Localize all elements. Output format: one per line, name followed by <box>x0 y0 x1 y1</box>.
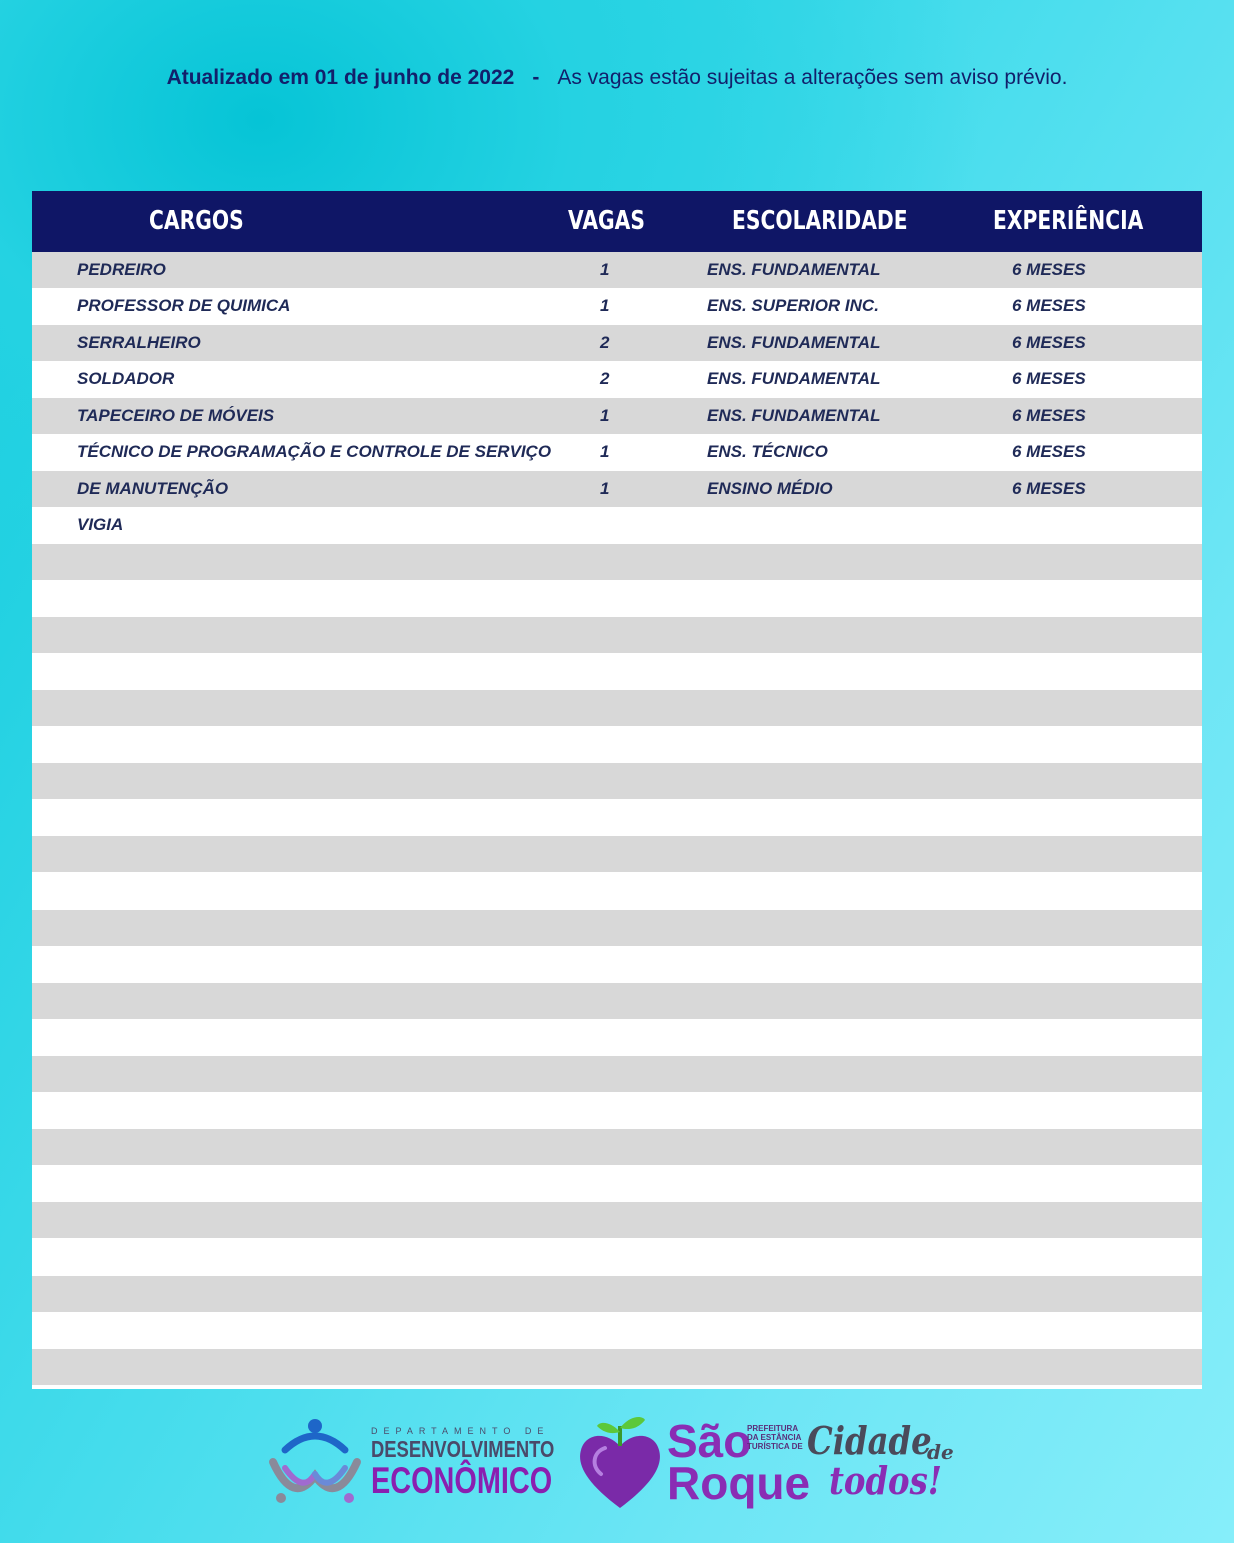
cell-cargo: PROFESSOR DE QUIMICA <box>77 296 291 315</box>
table-row <box>32 471 1202 507</box>
table-row <box>32 580 1202 616</box>
table-row <box>32 507 1202 543</box>
table-row <box>32 398 1202 434</box>
table-row <box>32 325 1202 361</box>
table-row <box>32 1166 1202 1202</box>
cell-vagas: 1 <box>600 406 610 425</box>
cell-experiencia: 6 MESES <box>1012 406 1086 425</box>
table-row <box>32 1093 1202 1129</box>
table-row <box>32 361 1202 397</box>
cell-escolaridade: ENS. FUNDAMENTAL <box>707 369 881 388</box>
table-row <box>32 1276 1202 1312</box>
header-experiencia: EXPERIÊNCIA <box>993 206 1144 236</box>
cell-escolaridade: ENS. FUNDAMENTAL <box>707 260 881 279</box>
cell-cargo: DE MANUTENÇÃO <box>77 479 229 498</box>
table-row <box>32 800 1202 836</box>
dev-logo-line1: DESENVOLVIMENTO <box>371 1436 555 1462</box>
cell-vagas: 2 <box>600 369 610 388</box>
slogan-todos: todos! <box>829 1458 942 1503</box>
cell-vagas: 1 <box>600 479 610 498</box>
table-row <box>32 1349 1202 1385</box>
sao-roque-logo <box>575 1412 975 1512</box>
dev-logo-line2: ECONÔMICO <box>371 1460 553 1501</box>
table-row <box>32 434 1202 470</box>
notice-disclaimer: As vagas estão sujeitas a alterações sem aviso prévio. <box>557 66 1068 89</box>
slogan-de: de <box>927 1440 954 1464</box>
update-date: Atualizado em 01 de junho de 2022 <box>166 66 515 89</box>
header-cargos: CARGOS <box>149 206 244 236</box>
cell-cargo: TÉCNICO DE PROGRAMAÇÃO E CONTROLE DE SERVIÇO <box>77 442 552 461</box>
slogan-cidade: Cidade <box>807 1418 932 1463</box>
table-row <box>32 1239 1202 1275</box>
table-row <box>32 617 1202 653</box>
cell-cargo: VIGIA <box>77 515 124 534</box>
notice-separator: - <box>532 66 540 89</box>
cell-experiencia: 6 MESES <box>1012 296 1086 315</box>
table-row <box>32 946 1202 982</box>
cell-vagas: 1 <box>600 260 610 279</box>
cell-experiencia: 6 MESES <box>1012 369 1086 388</box>
sr-pref-line3: TURÍSTICA DE <box>747 1442 803 1451</box>
heart-sprout-icon <box>575 1412 665 1512</box>
table-header <box>32 191 1202 252</box>
table-row <box>32 252 1202 288</box>
sr-pref-line2: DA ESTÂNCIA <box>747 1433 802 1442</box>
table-row <box>32 544 1202 580</box>
table-row <box>32 653 1202 689</box>
cell-cargo: SERRALHEIRO <box>77 333 201 352</box>
people-circle-icon <box>263 1414 363 1510</box>
sr-logo-prefeitura <box>747 1424 803 1451</box>
table-row <box>32 910 1202 946</box>
cell-cargo: TAPECEIRO DE MÓVEIS <box>77 406 275 425</box>
cell-vagas: 2 <box>600 333 610 352</box>
cell-escolaridade: ENS. SUPERIOR INC. <box>707 296 879 315</box>
cell-escolaridade: ENSINO MÉDIO <box>707 479 833 498</box>
table-row <box>32 763 1202 799</box>
dev-economico-logo <box>263 1414 555 1510</box>
table-row <box>32 1056 1202 1092</box>
table-row <box>32 1129 1202 1165</box>
table-row <box>32 727 1202 763</box>
table-row <box>32 1312 1202 1348</box>
table-row <box>32 873 1202 909</box>
table-row <box>32 288 1202 324</box>
table-row <box>32 836 1202 872</box>
sr-pref-line1: PREFEITURA <box>747 1424 799 1433</box>
update-notice <box>0 66 1234 90</box>
header-escolaridade: ESCOLARIDADE <box>732 206 908 236</box>
table-row <box>32 983 1202 1019</box>
footer-logos <box>0 1410 1234 1520</box>
cell-experiencia: 6 MESES <box>1012 260 1086 279</box>
sr-logo-sao: São <box>667 1415 752 1467</box>
table-row <box>32 690 1202 726</box>
cell-experiencia: 6 MESES <box>1012 333 1086 352</box>
cell-escolaridade: ENS. FUNDAMENTAL <box>707 333 881 352</box>
cell-vagas: 1 <box>600 442 610 461</box>
cell-escolaridade: ENS. FUNDAMENTAL <box>707 406 881 425</box>
table-row <box>32 1202 1202 1238</box>
cell-cargo: PEDREIRO <box>77 260 166 279</box>
dev-logo-small: DEPARTAMENTO DE <box>371 1426 550 1436</box>
cell-escolaridade: ENS. TÉCNICO <box>707 442 828 461</box>
table-row <box>32 1019 1202 1055</box>
cell-vagas: 1 <box>600 296 610 315</box>
jobs-table <box>32 191 1202 1389</box>
cell-experiencia: 6 MESES <box>1012 479 1086 498</box>
sr-logo-roque: Roque <box>667 1457 811 1509</box>
cell-experiencia: 6 MESES <box>1012 442 1086 461</box>
header-vagas: VAGAS <box>568 206 645 236</box>
cell-cargo: SOLDADOR <box>77 369 175 388</box>
